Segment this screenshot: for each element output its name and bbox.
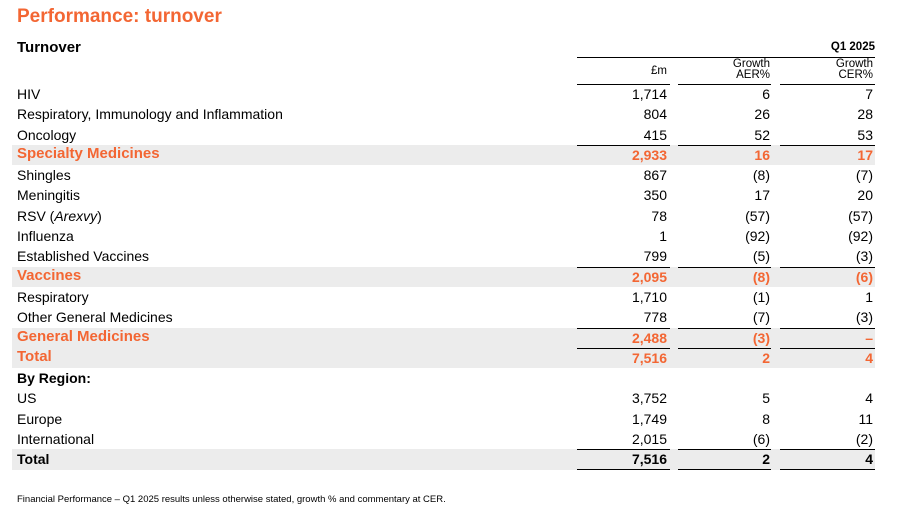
subtotal-rule — [577, 348, 670, 349]
growth-cer: 7 — [865, 86, 873, 102]
table-row — [0, 307, 901, 327]
row-label-text: Influenza — [17, 228, 74, 245]
row-label — [17, 411, 62, 427]
footnote: Financial Performance – Q1 2025 results unless otherwise stated, growth % and commentary at CER. — [17, 494, 446, 505]
value-gbp: 415 — [643, 126, 667, 143]
growth-cer: 4 — [865, 390, 873, 407]
growth-aer: 17 — [754, 187, 770, 204]
row-label-text: Total — [17, 347, 52, 365]
row-label-text: RSV ( — [17, 207, 55, 224]
row-label-suffix: ) — [97, 207, 102, 224]
table-row — [0, 287, 901, 307]
column-header-aer — [700, 59, 770, 81]
value-gbp: 1,710 — [631, 288, 667, 305]
subtotal-rule — [780, 267, 875, 268]
value-gbp: 7,516 — [631, 451, 667, 468]
row-label-text: General Medicines — [17, 327, 150, 345]
table-row — [0, 409, 901, 429]
row-shading — [12, 267, 875, 287]
row-label — [17, 106, 283, 122]
table-row — [0, 348, 901, 368]
subtotal-rule — [577, 328, 670, 329]
table-row — [0, 449, 901, 469]
table-row — [0, 429, 901, 449]
table-row — [0, 125, 901, 145]
row-label — [17, 370, 91, 386]
value-gbp: 804 — [643, 106, 667, 123]
row-label — [17, 451, 49, 467]
growth-cer: 28 — [857, 106, 873, 123]
header-top-rule — [577, 57, 875, 58]
growth-aer: 2 — [762, 349, 770, 366]
growth-cer: (7) — [855, 167, 873, 184]
table-row — [0, 104, 901, 124]
row-label-text: Shingles — [17, 167, 71, 184]
growth-cer: 17 — [857, 146, 873, 163]
value-gbp: 7,516 — [631, 349, 667, 366]
growth-aer: 2 — [762, 451, 770, 468]
value-gbp: 3,752 — [631, 390, 667, 407]
column-header-gbp-label: £m — [651, 65, 667, 77]
table-row — [0, 185, 901, 205]
table-row — [0, 84, 901, 104]
row-label-text: Vaccines — [17, 266, 82, 284]
row-label — [17, 208, 102, 224]
growth-cer: – — [865, 329, 873, 346]
table-row — [0, 328, 901, 348]
subtotal-rule — [678, 267, 771, 268]
row-label — [17, 349, 52, 365]
value-gbp: 799 — [643, 248, 667, 265]
growth-aer: 6 — [762, 86, 770, 102]
table-row — [0, 165, 901, 185]
subtotal-rule — [678, 348, 771, 349]
table-row — [0, 368, 901, 388]
row-shading — [12, 449, 875, 469]
subtotal-rule — [678, 449, 771, 450]
subtotal-rule — [678, 328, 771, 329]
growth-aer: (57) — [745, 207, 770, 224]
row-label — [17, 390, 36, 406]
growth-aer: 26 — [754, 106, 770, 123]
page-title: Performance: turnover — [17, 6, 222, 27]
subtotal-rule — [577, 145, 670, 146]
table-title: Turnover — [17, 39, 81, 56]
table-row — [0, 226, 901, 246]
column-header-gbp — [600, 66, 667, 77]
row-label — [17, 329, 150, 345]
value-gbp: 2,015 — [631, 431, 667, 448]
value-gbp: 2,488 — [631, 329, 667, 346]
subtotal-rule — [780, 348, 875, 349]
value-gbp: 778 — [643, 309, 667, 326]
table-row — [0, 267, 901, 287]
growth-cer: 4 — [865, 451, 873, 468]
column-header-aer-line1: Growth — [732, 58, 770, 70]
value-gbp: 1,714 — [631, 86, 667, 102]
table-row — [0, 206, 901, 226]
growth-cer: 53 — [857, 126, 873, 143]
value-gbp: 1,749 — [631, 410, 667, 427]
row-label — [17, 289, 89, 305]
growth-aer: 8 — [762, 410, 770, 427]
growth-cer: (3) — [855, 309, 873, 326]
row-label-text: Respiratory, Immunology and Inflammation — [17, 106, 283, 123]
row-label — [17, 228, 74, 244]
growth-aer: (6) — [752, 431, 770, 448]
row-label-text: By Region: — [17, 370, 91, 387]
value-gbp: 2,933 — [631, 146, 667, 163]
value-gbp: 2,095 — [631, 268, 667, 285]
row-label — [17, 167, 71, 183]
row-label-text: Total — [17, 451, 50, 468]
growth-aer: (8) — [752, 167, 770, 184]
row-label-text: Other General Medicines — [17, 309, 173, 326]
column-header-aer-line2: AER% — [736, 69, 770, 81]
growth-aer: (1) — [752, 288, 770, 305]
total-bottom-rule — [780, 469, 875, 470]
row-label — [17, 127, 76, 143]
growth-aer: (5) — [752, 248, 770, 265]
row-label — [17, 268, 81, 284]
row-label-text: Respiratory — [17, 288, 89, 305]
growth-aer: (3) — [752, 329, 770, 346]
table-row — [0, 388, 901, 408]
row-label-text: International — [17, 431, 95, 448]
row-label-text: Established Vaccines — [17, 248, 150, 265]
total-bottom-rule — [678, 469, 771, 470]
value-gbp: 1 — [659, 228, 667, 245]
growth-aer: 52 — [754, 126, 770, 143]
growth-cer: 20 — [857, 187, 873, 204]
growth-aer: 5 — [762, 390, 770, 407]
row-label — [17, 146, 160, 162]
row-shading — [12, 348, 875, 368]
subtotal-rule — [780, 328, 875, 329]
growth-cer: 4 — [865, 349, 873, 366]
row-label-text: Specialty Medicines — [17, 144, 160, 162]
column-header-cer-line1: Growth — [835, 58, 873, 70]
subtotal-rule — [780, 449, 875, 450]
growth-aer: (92) — [745, 228, 770, 245]
row-label — [17, 309, 173, 325]
total-bottom-rule — [577, 469, 670, 470]
column-header-cer-line2: CER% — [838, 69, 873, 81]
period-label: Q1 2025 — [830, 41, 875, 53]
row-label — [17, 431, 94, 447]
subtotal-rule — [678, 145, 771, 146]
row-label-text: US — [17, 390, 37, 407]
growth-cer: (57) — [848, 207, 873, 224]
row-label — [17, 86, 40, 102]
row-label-text: Meningitis — [17, 187, 81, 204]
value-gbp: 350 — [643, 187, 667, 204]
table-row — [0, 246, 901, 266]
row-label — [17, 248, 149, 264]
row-label — [17, 187, 80, 203]
value-gbp: 867 — [643, 167, 667, 184]
growth-aer: (8) — [752, 268, 770, 285]
subtotal-rule — [577, 449, 670, 450]
row-label-text: Oncology — [17, 126, 77, 143]
subtotal-rule — [577, 267, 670, 268]
growth-aer: (7) — [752, 309, 770, 326]
row-label-text: Europe — [17, 410, 63, 427]
growth-cer: (92) — [848, 228, 873, 245]
growth-cer: (6) — [855, 268, 873, 285]
column-header-cer — [800, 59, 873, 81]
growth-cer: 1 — [865, 288, 873, 305]
subtotal-rule — [780, 145, 875, 146]
turnover-table — [0, 84, 901, 470]
table-row — [0, 145, 901, 165]
value-gbp: 78 — [651, 207, 667, 224]
growth-aer: 16 — [754, 146, 770, 163]
growth-cer: (2) — [855, 431, 873, 448]
growth-cer: (3) — [855, 248, 873, 265]
row-label-brand: Arexvy — [54, 207, 98, 224]
growth-cer: 11 — [858, 410, 873, 427]
row-label-text: HIV — [17, 86, 41, 102]
